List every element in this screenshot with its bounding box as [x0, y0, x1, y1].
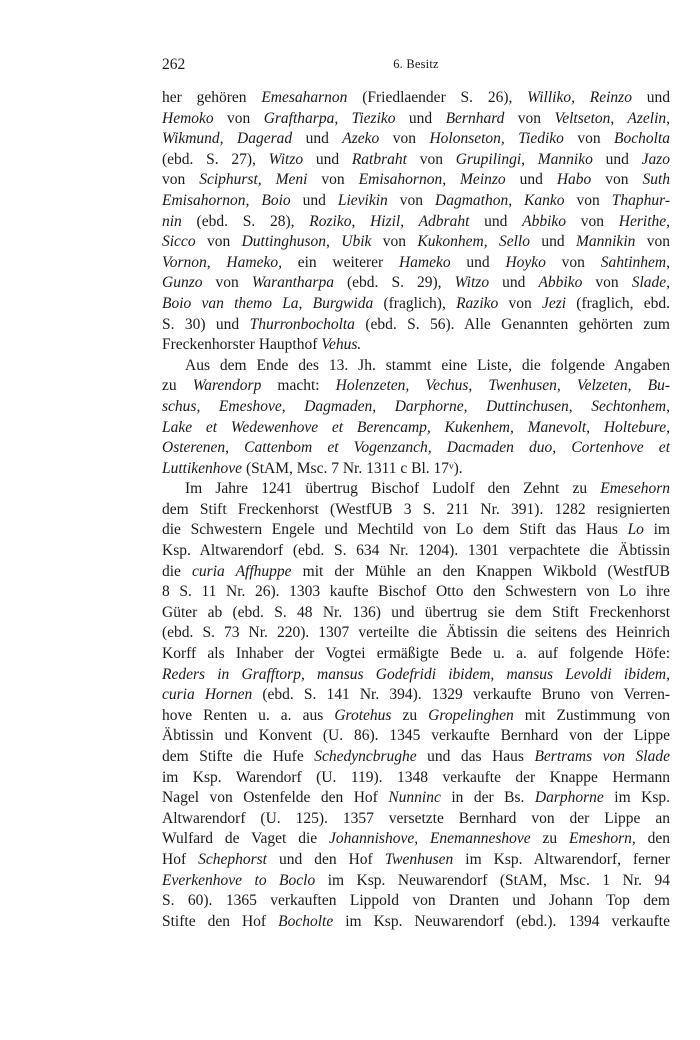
- text-line: [162, 582, 670, 603]
- text-segment: Im Jahre 1241 übertrug Bischof Ludolf den Zehnt zu: [185, 480, 601, 498]
- italic-text-segment: Bertrams von Slade: [534, 748, 670, 765]
- text-line: [162, 541, 670, 562]
- text-line: [162, 191, 670, 212]
- italic-text-segment: curia Affhuppe: [192, 562, 292, 580]
- text-segment: zu: [530, 830, 570, 848]
- text-segment: und das Haus: [416, 748, 535, 765]
- text-segment: macht:: [261, 377, 336, 395]
- text-segment: Freckenhorster Haupthof: [162, 336, 322, 354]
- italic-text-segment: Veltseton, Azelin,: [554, 109, 671, 127]
- text-segment: von: [307, 171, 359, 189]
- text-segment: von: [582, 274, 632, 292]
- italic-text-segment: Luttikenhove: [162, 459, 243, 477]
- italic-text-segment: Vornon, Hameko,: [162, 253, 282, 271]
- text-segment: im: [643, 521, 670, 539]
- italic-text-segment: nin: [162, 212, 182, 230]
- italic-text-segment: Bocholta: [614, 130, 671, 148]
- text-segment: S. 30) und: [162, 315, 250, 333]
- text-segment: zu: [162, 377, 193, 395]
- italic-text-segment: Suth: [642, 171, 671, 189]
- text-segment: 8 S. 11 Nr. 26). 1303 kaufte Bischof Otto den Schwestern von Lo ihre: [162, 583, 670, 601]
- italic-text-segment: curia Hornen: [162, 686, 253, 704]
- text-segment: (ebd. S. 28),: [181, 212, 310, 230]
- italic-text-segment: Johannishove, Enemanneshove: [329, 830, 531, 848]
- text-segment: Aus dem Ende des 13. Jh. stammt eine Liste, die folgende Angaben: [185, 356, 670, 374]
- text-segment: (ebd. S. 27),: [162, 150, 269, 168]
- italic-text-segment: Emesehorn: [600, 480, 670, 498]
- text-line: [162, 500, 670, 521]
- italic-text-segment: Holenzeten, Vechus, Twenhusen, Velzeten, Bu-: [335, 377, 670, 395]
- italic-text-segment: Everkenhove to Boclo: [162, 871, 316, 889]
- text-line: [162, 562, 670, 583]
- italic-text-segment: Gropelinghen: [428, 706, 514, 724]
- text-line: [162, 397, 670, 418]
- italic-text-segment: Ratbraht: [351, 150, 407, 168]
- text-segment: die Schwestern Engele und Mechtild von Lo dem Stift das Haus: [162, 521, 628, 539]
- italic-text-segment: Graftharpa, Tieziko: [263, 109, 396, 127]
- italic-text-segment: Abbiko: [522, 212, 567, 230]
- italic-text-segment: Hameko: [398, 253, 451, 271]
- italic-text-segment: Emisahornon, Boio: [162, 191, 291, 209]
- italic-text-segment: Williko, Reinzo: [527, 89, 632, 106]
- text-segment: von: [387, 191, 436, 209]
- text-segment: Korff als Inhaber der Vogtei ermäßigte Bede u. a. auf folgende Höfe:: [162, 645, 670, 663]
- text-line: [162, 809, 670, 830]
- text-segment: dem Stift Freckenhorst (WestfUB 3 S. 211 Nr. 391). 1282 resignierten: [162, 500, 670, 518]
- italic-text-segment: Boio van themo La, Burgwida: [162, 294, 374, 312]
- text-line: [162, 829, 670, 850]
- italic-text-segment: Twenhusen: [384, 850, 454, 868]
- text-segment: und: [592, 150, 642, 168]
- text-line: [162, 788, 670, 809]
- text-segment: Hof: [162, 850, 199, 868]
- italic-text-segment: Bernhard: [445, 109, 505, 127]
- text-line: [162, 520, 670, 541]
- italic-text-segment: Bocholte: [278, 912, 334, 930]
- text-segment: her gehören: [162, 89, 262, 106]
- italic-text-segment: Mannikin: [575, 233, 636, 251]
- italic-text-segment: Thaphur-: [611, 191, 670, 209]
- text-segment: von: [162, 171, 200, 189]
- italic-text-segment: Lo: [627, 521, 644, 539]
- text-line: [162, 376, 670, 397]
- text-line: [162, 747, 670, 768]
- italic-text-segment: Dagmathon, Kanko: [435, 191, 565, 209]
- italic-text-segment: Osterenen, Cattenbom et Vogenzanch, Dacmaden duo, Cortenhove et: [162, 439, 670, 457]
- text-segment: Stifte den Hof: [162, 912, 279, 930]
- italic-text-segment: Azeko: [342, 130, 380, 148]
- italic-text-segment: Grotehus: [334, 706, 392, 724]
- text-segment: von: [564, 191, 612, 209]
- italic-text-segment: Raziko: [456, 294, 499, 312]
- text-segment: und: [292, 130, 343, 148]
- italic-text-segment: Duttinghuson, Ubik: [241, 233, 372, 251]
- text-segment: Ksp. Altwarendorf (ebd. S. 634 Nr. 1204). 1301 verpachtete die Äbtissin: [162, 542, 670, 560]
- text-line: [162, 665, 670, 686]
- italic-text-segment: Nunninc: [388, 789, 441, 807]
- text-segment: von: [504, 109, 555, 127]
- text-line: [162, 418, 670, 439]
- text-segment: im Ksp. Neuwarendorf (ebd.). 1394 verkaufte: [333, 912, 670, 930]
- italic-text-segment: Darphorne: [534, 789, 604, 807]
- italic-text-segment: Hoyko: [505, 253, 546, 271]
- text-line: [162, 603, 670, 624]
- italic-text-segment: Sahtinhem,: [600, 253, 670, 271]
- text-segment: von: [498, 294, 542, 312]
- text-segment: S. 60). 1365 verkauften Lippold von Dranten und Johann Top dem: [162, 892, 670, 910]
- italic-text-segment: Warendorp: [192, 377, 262, 395]
- text-segment: ein weiterer: [281, 253, 399, 271]
- text-line: [162, 253, 670, 274]
- text-segment: (fraglich, ebd.: [566, 294, 670, 312]
- italic-text-segment: Lievikin: [337, 191, 388, 209]
- text-segment: im Ksp. Warendorf (U. 119). 1348 verkaufte der Knappe Hermann: [162, 768, 670, 786]
- text-segment: mit der Mühle an den Knappen Wikbold (WestfUB: [291, 562, 671, 580]
- text-line: [162, 871, 670, 892]
- text-line: [162, 273, 670, 294]
- text-segment: und: [505, 171, 557, 189]
- text-line: [162, 294, 670, 315]
- text-segment: im Ksp.: [603, 789, 671, 807]
- text-segment: Wulfard de Vaget die: [162, 830, 329, 848]
- text-segment: Güter ab (ebd. S. 48 Nr. 136) und übertrug sie dem Stift Freckenhorst: [162, 603, 670, 621]
- italic-text-segment: Schedyncbrughe: [314, 748, 417, 765]
- italic-text-segment: Thurronbocholta: [249, 315, 355, 333]
- italic-text-segment: Wikmund, Dagerad: [162, 130, 293, 148]
- text-line: [162, 232, 670, 253]
- text-segment: von: [545, 253, 601, 271]
- text-segment: Nagel von Ostenfelde den Hof: [162, 789, 389, 807]
- text-segment: im Ksp. Neuwarendorf (StAM, Msc. 1 Nr. 94: [315, 871, 670, 889]
- italic-text-segment: Sciphurst, Meni: [199, 171, 308, 189]
- text-segment: und: [395, 109, 446, 127]
- text-line: [162, 315, 670, 336]
- italic-text-segment: Holonseton, Tiediko: [429, 130, 564, 148]
- text-segment: und: [290, 191, 338, 209]
- text-segment: und: [469, 212, 523, 230]
- running-head: [162, 56, 670, 76]
- italic-text-segment: Kukonhem, Sello: [417, 233, 530, 251]
- italic-text-segment: Schephorst: [198, 850, 267, 868]
- italic-text-segment: Lake et Wedewenhove et Berencamp, Kukenhem, Manevolt, Holtebure,: [162, 418, 670, 436]
- text-segment: und: [631, 89, 671, 106]
- text-segment: und: [529, 233, 576, 251]
- text-segment: dem Stifte die Hufe: [162, 748, 315, 765]
- text-line: [162, 623, 670, 644]
- text-segment: hove Renten u. a. aus: [162, 706, 335, 724]
- text-segment: im Ksp. Altwarendorf, ferner: [453, 850, 670, 868]
- italic-text-segment: Warantharpa: [251, 274, 334, 292]
- text-segment: (fraglich),: [373, 294, 457, 312]
- text-line: [162, 356, 670, 377]
- text-segment: von: [406, 150, 456, 168]
- text-segment: den: [635, 830, 670, 848]
- text-segment: von: [566, 212, 619, 230]
- italic-text-segment: Habo: [556, 171, 592, 189]
- italic-text-segment: Witzo: [268, 150, 304, 168]
- chapter-title: 6. Besitz: [393, 57, 439, 71]
- text-segment: Altwarendorf (U. 125). 1357 versetzte Bernhard von der Lippe an: [162, 809, 670, 827]
- text-segment: die: [162, 562, 193, 580]
- text-line: [162, 150, 670, 171]
- text-line: [162, 129, 670, 150]
- text-segment: von: [202, 274, 252, 292]
- italic-text-segment: Reders in Grafftorp, mansus Godefridi ibidem, mansus Levoldi ibidem,: [162, 665, 670, 683]
- italic-text-segment: Jazo: [641, 150, 671, 168]
- text-line: [162, 212, 670, 233]
- text-segment: von: [635, 233, 671, 251]
- text-segment: und: [303, 150, 352, 168]
- text-segment: und: [450, 253, 506, 271]
- text-segment: von: [371, 233, 418, 251]
- text-segment: von: [379, 130, 430, 148]
- text-line: [162, 88, 670, 109]
- text-segment: (ebd. S. 73 Nr. 220). 1307 verteilte die Äbtissin die seitens des Heinrich: [162, 624, 670, 642]
- text-segment: (ebd. S. 29),: [333, 274, 455, 292]
- text-line: [162, 891, 670, 912]
- text-segment: und den Hof: [267, 850, 385, 868]
- text-segment: zu: [391, 706, 429, 724]
- body-text: [162, 88, 670, 932]
- italic-text-segment: Sicco: [162, 233, 196, 251]
- italic-text-segment: Herithe,: [618, 212, 671, 230]
- text-segment: und: [489, 274, 539, 292]
- text-line: [162, 459, 670, 480]
- italic-text-segment: Emeshorn,: [569, 830, 636, 848]
- italic-text-segment: Jezi: [541, 294, 567, 312]
- text-segment: (StAM, Msc. 7 Nr. 1311 c Bl. 17ᵛ).: [242, 459, 463, 477]
- text-segment: von: [591, 171, 643, 189]
- text-line: [162, 170, 670, 191]
- text-line: [162, 644, 670, 665]
- text-segment: von: [195, 233, 242, 251]
- italic-text-segment: Gunzo: [162, 274, 203, 292]
- text-segment: (ebd. S. 56). Alle Genannten gehörten zum: [354, 315, 670, 333]
- text-segment: (Friedlaender S. 26),: [347, 89, 528, 106]
- italic-text-segment: Witzo: [454, 274, 490, 292]
- text-line: [162, 685, 670, 706]
- text-segment: Äbtissin und Konvent (U. 86). 1345 verkaufte Bernhard von der Lippe: [162, 727, 670, 745]
- italic-text-segment: Vehus.: [321, 336, 362, 354]
- text-line: [162, 912, 670, 933]
- page-number: 262: [162, 56, 186, 73]
- italic-text-segment: Grupilingi, Manniko: [455, 150, 593, 168]
- text-line: [162, 335, 670, 356]
- italic-text-segment: Abbiko: [538, 274, 583, 292]
- italic-text-segment: Emisahornon, Meinzo: [358, 171, 506, 189]
- text-segment: von: [213, 109, 264, 127]
- italic-text-segment: Emesaharnon: [261, 89, 348, 106]
- text-line: [162, 726, 670, 747]
- text-segment: mit Zustimmung von: [513, 706, 670, 724]
- text-segment: (ebd. S. 141 Nr. 394). 1329 verkaufte Bruno von Verren-: [252, 686, 670, 704]
- text-line: [162, 850, 670, 871]
- italic-text-segment: schus, Emeshove, Dagmaden, Darphorne, Duttinchusen, Sechtonhem,: [162, 397, 670, 415]
- text-line: [162, 438, 670, 459]
- italic-text-segment: Slade,: [631, 274, 671, 292]
- text-line: [162, 706, 670, 727]
- text-line: [162, 109, 670, 130]
- italic-text-segment: Hemoko: [162, 109, 214, 127]
- text-segment: von: [563, 130, 615, 148]
- text-segment: in der Bs.: [440, 789, 535, 807]
- italic-text-segment: Roziko, Hizil, Adbraht: [309, 212, 470, 230]
- text-line: [162, 479, 670, 500]
- text-line: [162, 768, 670, 789]
